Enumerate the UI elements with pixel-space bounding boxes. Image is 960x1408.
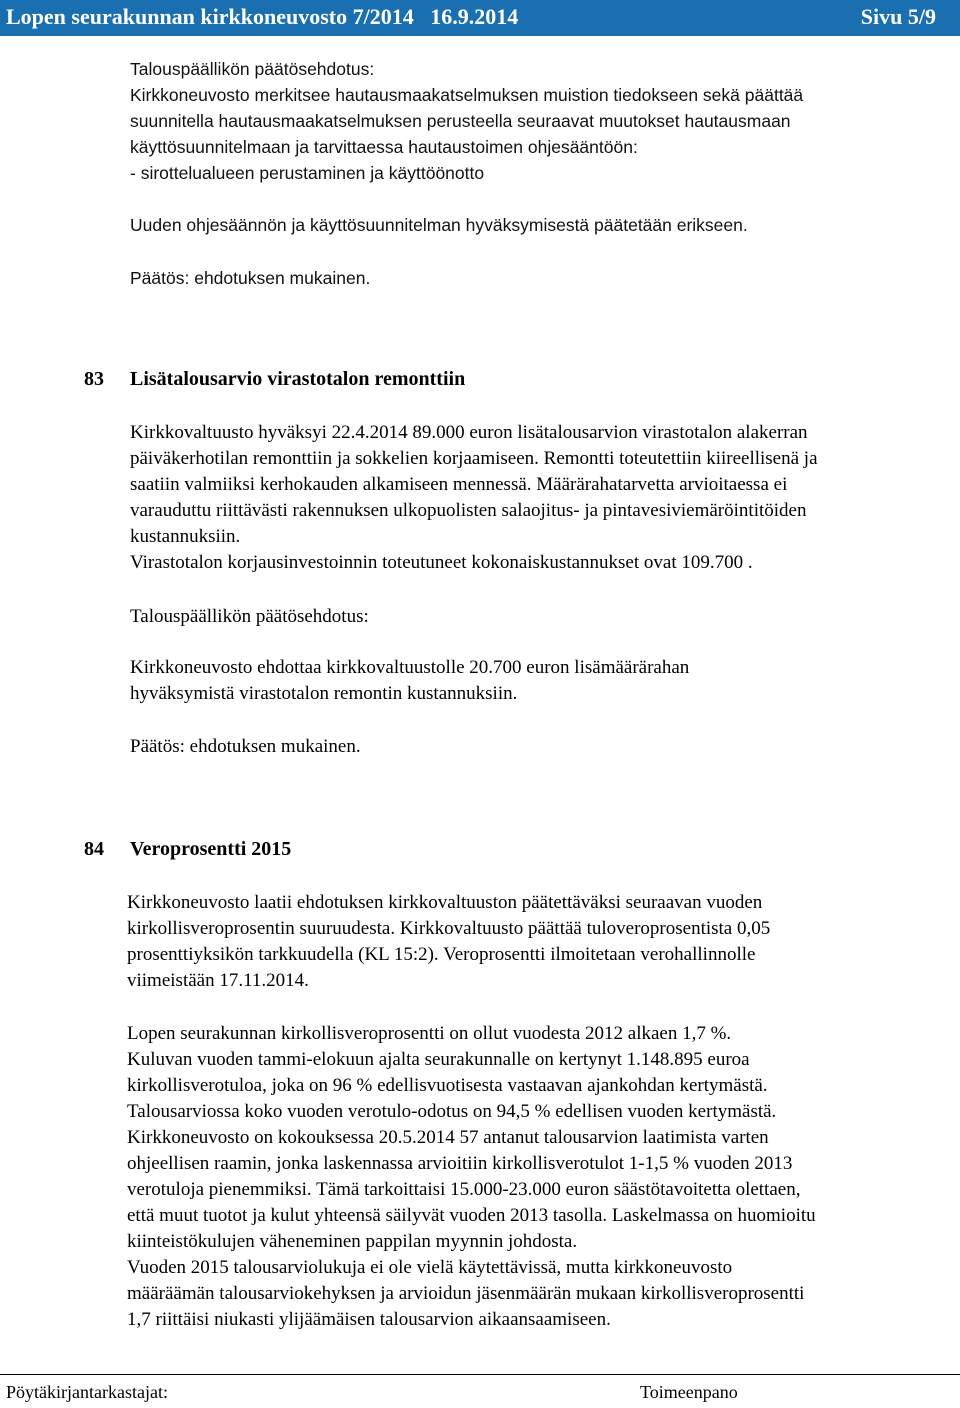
- text-line: kirkollisverotuloa, joka on 96 % edellisvuotisesta vastaavan ajankohdan kertymästä.: [127, 1075, 768, 1096]
- footer-implementation-label: Toimeenpano: [640, 1382, 738, 1402]
- text-line: käyttösuunnitelmaan ja tarvittaessa hautaustoimen ohjesääntöön:: [130, 137, 638, 157]
- text-line: Päätös: ehdotuksen mukainen.: [130, 268, 371, 288]
- section-heading-83: [84, 368, 465, 391]
- text-line: varauduttu riittävästi rakennuksen ulkopuolisten salaojitus- ja pintavesiviemäröintitöiden: [130, 500, 807, 521]
- text-line: kiinteistökulujen väheneminen pappilan myynnin johdosta.: [127, 1231, 578, 1252]
- text-line: Talouspäällikön päätösehdotus:: [130, 606, 369, 627]
- text-line: Kuluvan vuoden tammi-elokuun ajalta seurakunnalle on kertynyt 1.148.895 euroa: [127, 1049, 750, 1070]
- section-84-para-1: [127, 890, 947, 994]
- footer-reviewers-label: Pöytäkirjantarkastajat:: [6, 1382, 168, 1402]
- header-title: Lopen seurakunnan kirkkoneuvosto 7/2014 16.9.2014: [6, 4, 519, 29]
- text-line: Kirkkoneuvosto laatii ehdotuksen kirkkovaltuuston päätettäväksi seuraavan vuoden: [127, 892, 763, 913]
- text-line: määräämän talousarviokehyksen ja arvioidun jäsenmäärän mukaan kirkollisveroprosentti: [127, 1283, 805, 1304]
- text-line: Kirkkoneuvosto merkitsee hautausmaakatselmuksen muistion tiedokseen sekä päättää: [130, 85, 804, 105]
- text-line: saatiin valmiiksi kerhokauden alkamiseen mennessä. Määrärahatarvetta arvioitaessa ei: [130, 474, 788, 495]
- text-line: Talousarviossa koko vuoden verotulo-odotus on 94,5 % edellisen vuoden kertymästä.: [127, 1101, 777, 1122]
- section-title: Lisätalousarvio virastotalon remonttiin: [130, 368, 466, 390]
- note-paragraph: [130, 212, 950, 238]
- text-line: Virastotalon korjausinvestoinnin toteutuneet kokonaiskustannukset ovat 109.700 .: [130, 552, 753, 573]
- text-line: Kirkkovaltuusto hyväksyi 22.4.2014 89.000 euron lisätalousarvion virastotalon alakerran: [130, 422, 808, 443]
- text-line: suunnitella hautausmaakatselmuksen perusteella seuraavat muutokset hautausmaan: [130, 111, 791, 131]
- section-number: 83: [84, 368, 104, 390]
- section-heading-84: [84, 838, 291, 861]
- text-line: päiväkerhotilan remonttiin ja sokkelien korjaamiseen. Remontti toteutettiin kiireellisenä ja: [130, 448, 818, 469]
- text-line: 1,7 riittäisi niukasti ylijäämäisen talousarvion aikaansaamiseen.: [127, 1309, 611, 1330]
- text-line: verotuloja pienemmiksi. Tämä tarkoittaisi 15.000-23.000 euron säästötavoitetta olettaen,: [127, 1179, 801, 1200]
- section-number: 84: [84, 838, 104, 860]
- page-number: Sivu 5/9: [860, 4, 936, 29]
- text-line: Päätös: ehdotuksen mukainen.: [130, 736, 361, 757]
- text-line: että muut tuotot ja kulut yhteensä säilyvät vuoden 2013 tasolla. Laskelmassa on huomioitu: [127, 1205, 816, 1226]
- text-line: viimeistään 17.11.2014.: [127, 970, 309, 991]
- text-line: Kirkkoneuvosto on kokouksessa 20.5.2014 57 antanut talousarvion laatimista varten: [127, 1127, 769, 1148]
- decision-line: [130, 734, 950, 760]
- text-line: Talouspäällikön päätösehdotus:: [130, 59, 375, 79]
- section-title: Veroprosentti 2015: [130, 838, 292, 860]
- proposal-block: [130, 56, 950, 186]
- text-line: Lopen seurakunnan kirkollisveroprosentti on ollut vuodesta 2012 alkaen 1,7 %.: [127, 1023, 732, 1044]
- section-83-body: [130, 420, 950, 576]
- text-line: Kirkkoneuvosto ehdottaa kirkkovaltuustolle 20.700 euron lisämäärärahan: [130, 657, 690, 678]
- text-line: ohjeellisen raamin, jonka laskennassa arvioitiin kirkollisverotulot 1-1,5 % vuoden 2013: [127, 1153, 793, 1174]
- section-83-proposal: [130, 655, 950, 707]
- text-line: prosenttiyksikön tarkkuudella (KL 15:2). Veroprosentti ilmoitetaan verohallinnolle: [127, 944, 756, 965]
- decision-line: [130, 265, 950, 291]
- page-header: [0, 0, 960, 36]
- text-line: kirkollisveroprosentin suuruudesta. Kirkkovaltuusto päättää tuloveroprosentista 0,05: [127, 918, 771, 939]
- text-line: Uuden ohjesäännön ja käyttösuunnitelman hyväksymisestä päätetään erikseen.: [130, 215, 748, 235]
- text-line: kustannuksiin.: [130, 526, 241, 547]
- proposal-label: [130, 604, 950, 630]
- text-line: hyväksymistä virastotalon remontin kustannuksiin.: [130, 683, 518, 704]
- text-line: Vuoden 2015 talousarviolukuja ei ole vielä käytettävissä, mutta kirkkoneuvosto: [127, 1257, 733, 1278]
- section-84-para-2: [127, 1021, 947, 1333]
- page-footer: [0, 1374, 960, 1408]
- text-line: - sirottelualueen perustaminen ja käyttöönotto: [130, 163, 485, 183]
